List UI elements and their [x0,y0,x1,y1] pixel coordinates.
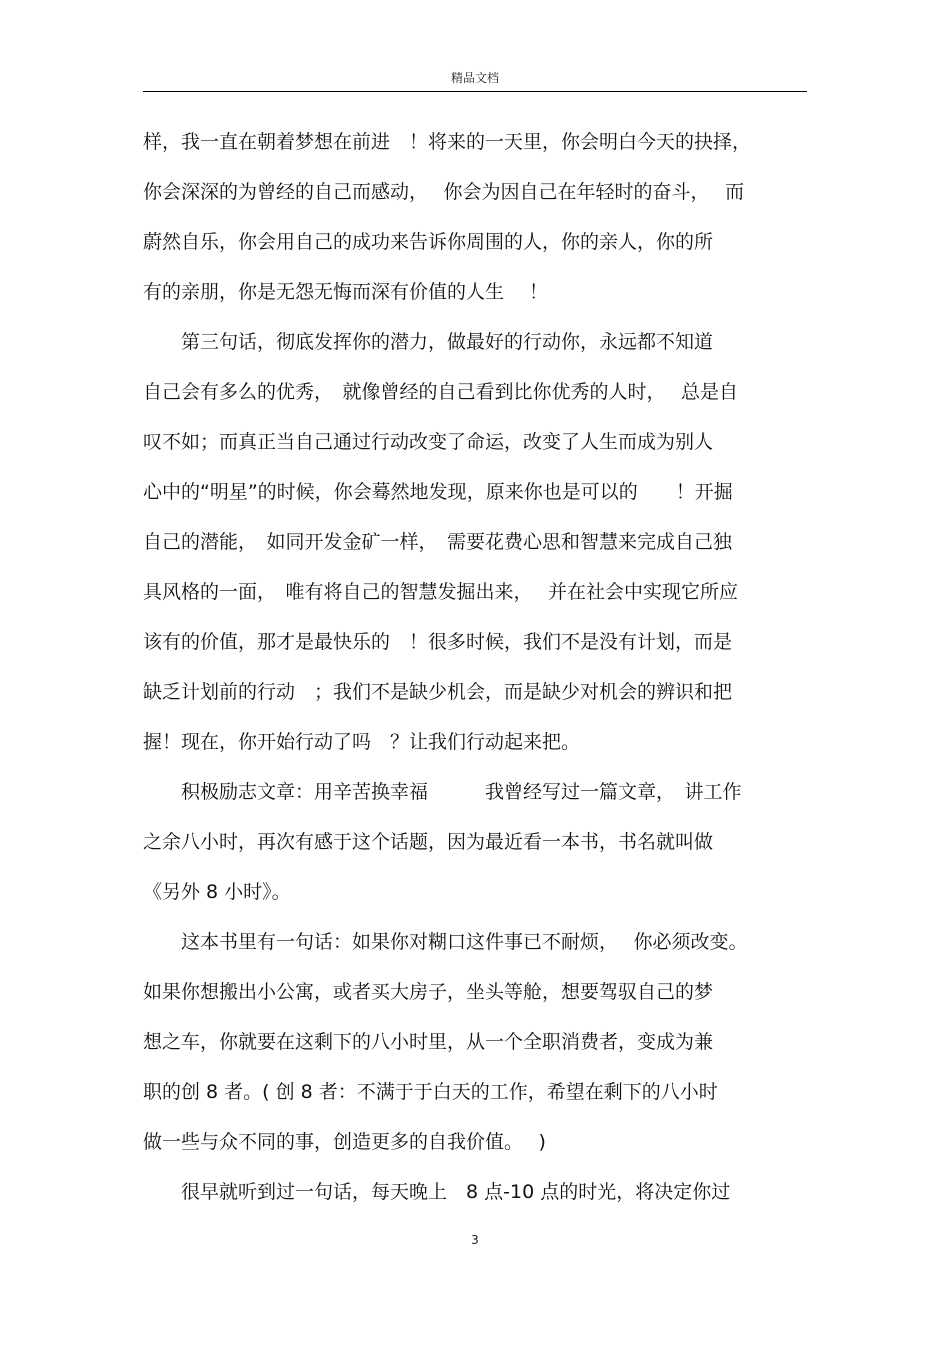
text-line: 如果你想搬出小公寓，或者买大房子，坐头等舱，想要驾驭自己的梦 [143,981,714,1003]
text-line: 蔚然自乐，你会用自己的成功来告诉你周围的人，你的亲人，你的所 [143,231,714,253]
text-line: 做一些与众不同的事，创造更多的自我价值。 ) [143,1131,546,1153]
text-line: 你会深深的为曾经的自己而感动， 你会为因自己在年轻时的奋斗， 而 [143,181,745,203]
page-number: 3 [471,1233,479,1247]
text-line: 叹不如；而真正当自己通过行动改变了命运，改变了人生而成为别人 [143,431,714,453]
page-header: 精品文档 [450,71,499,85]
text-line: 心中的“明星”的时候，你会蓦然地发现，原来你也是可以的 ！开掘 [143,481,733,503]
text-line: 之余八小时，再次有感于这个话题，因为最近看一本书，书名就叫做 [143,831,714,853]
text-line: 有的亲朋，你是无怨无悔而深有价值的人生 ！ [143,281,549,303]
text-line: 第三句话，彻底发挥你的潜力，做最好的行动你，永远都不知道 [143,331,714,353]
document-body [143,117,807,1217]
text-line: 积极励志文章：用辛苦换幸福 我曾经写过一篇文章， 讲工作 [143,781,742,803]
text-line: 握！现在，你开始行动了吗 ？让我们行动起来把。 [143,731,581,753]
text-line: 这本书里有一句话：如果你对糊口这件事已不耐烦， 你必须改变。 [143,931,748,953]
text-line: 想之车，你就要在这剩下的八小时里，从一个全职消费者，变成为兼 [143,1031,714,1053]
text-line: 职的创 8 者。( 创 8 者：不满于于白天的工作，希望在剩下的八小时 [143,1081,718,1103]
header-divider [143,91,807,92]
text-line: 该有的价值，那才是最快乐的 ！很多时候，我们不是没有计划，而是 [143,631,733,653]
text-line: 自己的潜能， 如同开发金矿一样， 需要花费心思和智慧来完成自己独 [143,531,733,553]
text-line: 样，我一直在朝着梦想在前进 ！将来的一天里，你会明白今天的抉择， [143,131,752,153]
text-line: 缺乏计划前的行动 ；我们不是缺少机会，而是缺少对机会的辨识和把 [143,681,733,703]
text-line: 《另外 8 小时》。 [143,881,291,903]
text-line: 很早就听到过一句话，每天晚上 8 点-10 点的时光，将决定你过 [143,1181,731,1203]
text-line: 具风格的一面， 唯有将自己的智慧发掘出来， 并在社会中实现它所应 [143,581,739,603]
text-line: 自己会有多么的优秀， 就像曾经的自己看到比你优秀的人时， 总是自 [143,381,739,403]
